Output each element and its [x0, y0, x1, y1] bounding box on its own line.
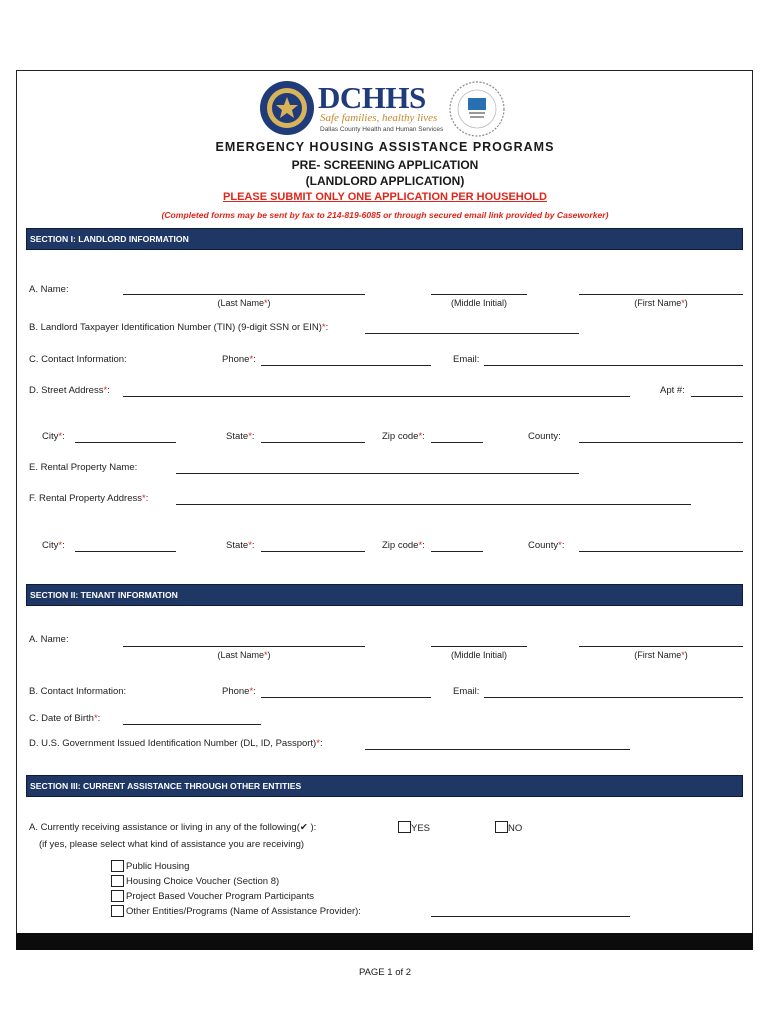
- rental-name-field[interactable]: [176, 473, 579, 474]
- city-label: City*:: [42, 431, 65, 442]
- dob-field[interactable]: [123, 724, 261, 725]
- state-label: State*:: [226, 431, 255, 442]
- county-field[interactable]: [579, 442, 743, 443]
- tenant-middle-initial-caption: (Middle Initial): [450, 650, 508, 660]
- tin-label: B. Landlord Taxpayer Identification Number (TIN) (9-digit SSN or EIN)*:: [29, 322, 329, 333]
- rental-city-label: City*:: [42, 540, 65, 551]
- county-seal-logo: [259, 80, 315, 136]
- tenant-name-label: A. Name:: [29, 634, 69, 645]
- yes-label: YES: [411, 823, 431, 834]
- rental-county-field[interactable]: [579, 551, 743, 552]
- zip-label: Zip code*:: [382, 431, 425, 442]
- form-subtitle-1: PRE- SCREENING APPLICATION: [291, 158, 479, 172]
- submission-note: (Completed forms may be sent by fax to 214-819-6085 or through secured email link provided by Caseworker): [161, 210, 609, 220]
- rental-name-label: E. Rental Property Name:: [29, 462, 138, 473]
- section-8-label: Housing Choice Voucher (Section 8): [126, 876, 280, 887]
- rental-state-label: State*:: [226, 540, 255, 551]
- rental-zip-label: Zip code*:: [382, 540, 425, 551]
- assistance-hint: (if yes, please select what kind of assistance you are receiving): [39, 839, 305, 850]
- rental-county-label: County*:: [528, 540, 565, 551]
- project-voucher-label: Project Based Voucher Program Participants: [126, 891, 314, 902]
- tenant-phone-label: Phone*:: [222, 686, 256, 697]
- landlord-middle-initial-caption: (Middle Initial): [450, 298, 508, 308]
- yes-checkbox[interactable]: [398, 821, 411, 833]
- bottom-bar: [16, 933, 753, 950]
- landlord-middle-initial-field[interactable]: [431, 294, 527, 295]
- apt-field[interactable]: [691, 396, 743, 397]
- form-subtitle-2: (LANDLORD APPLICATION): [305, 174, 465, 188]
- street-address-field[interactable]: [123, 396, 630, 397]
- project-voucher-checkbox[interactable]: [111, 890, 124, 902]
- rental-city-field[interactable]: [75, 551, 176, 552]
- section-8-checkbox[interactable]: [111, 875, 124, 887]
- tenant-email-label: Email:: [453, 686, 480, 697]
- apt-label: Apt #:: [660, 385, 685, 396]
- section-1-header: SECTION I: LANDLORD INFORMATION: [26, 228, 743, 250]
- tenant-last-name-field[interactable]: [123, 646, 365, 647]
- dob-label: C. Date of Birth*:: [29, 713, 101, 724]
- tenant-middle-initial-field[interactable]: [431, 646, 527, 647]
- rental-address-label: F. Rental Property Address*:: [29, 493, 149, 504]
- landlord-last-name-field[interactable]: [123, 294, 365, 295]
- gov-id-field[interactable]: [365, 749, 630, 750]
- landlord-email-field[interactable]: [484, 365, 743, 366]
- landlord-phone-field[interactable]: [261, 365, 431, 366]
- gov-id-label: D. U.S. Government Issued Identification Number (DL, ID, Passport)*:: [29, 738, 323, 749]
- submission-warning: PLEASE SUBMIT ONLY ONE APPLICATION PER HOUSEHOLD: [223, 191, 547, 203]
- no-label: NO: [508, 823, 523, 834]
- dchhs-logo-text: DCHHS: [318, 80, 426, 115]
- landlord-first-name-caption: (First Name*): [634, 298, 688, 308]
- city-field[interactable]: [75, 442, 176, 443]
- county-label: County:: [528, 431, 561, 442]
- street-address-label: D. Street Address*:: [29, 385, 110, 396]
- dchhs-tagline: Safe families, healthy lives: [320, 112, 438, 124]
- state-field[interactable]: [261, 442, 365, 443]
- rental-zip-field[interactable]: [431, 551, 483, 552]
- public-housing-label: Public Housing: [126, 861, 190, 872]
- page-number: PAGE 1 of 2: [358, 967, 412, 978]
- other-entities-label: Other Entities/Programs (Name of Assistance Provider):: [126, 906, 361, 917]
- landlord-first-name-field[interactable]: [579, 294, 743, 295]
- tenant-email-field[interactable]: [484, 697, 743, 698]
- landlord-phone-label: Phone*:: [222, 354, 256, 365]
- no-checkbox[interactable]: [495, 821, 508, 833]
- tenant-first-name-field[interactable]: [579, 646, 743, 647]
- section-2-header: SECTION II: TENANT INFORMATION: [26, 584, 743, 606]
- tenant-phone-field[interactable]: [261, 697, 431, 698]
- tenant-contact-label: B. Contact Information:: [29, 686, 127, 697]
- landlord-email-label: Email:: [453, 354, 480, 365]
- rental-state-field[interactable]: [261, 551, 365, 552]
- assistance-question: A. Currently receiving assistance or living in any of the following(✔ ):: [29, 822, 317, 833]
- rental-address-field[interactable]: [176, 504, 691, 505]
- section-3-header: SECTION III: CURRENT ASSISTANCE THROUGH OTHER ENTITIES: [26, 775, 743, 797]
- zip-field[interactable]: [431, 442, 483, 443]
- tenant-first-name-caption: (First Name*): [634, 650, 688, 660]
- tin-field[interactable]: [365, 333, 579, 334]
- landlord-contact-label: C. Contact Information:: [29, 354, 127, 365]
- public-housing-checkbox[interactable]: [111, 860, 124, 872]
- other-entities-field[interactable]: [431, 916, 630, 917]
- landlord-name-label: A. Name:: [29, 284, 69, 295]
- tenant-last-name-caption: (Last Name*): [217, 650, 271, 660]
- accreditation-seal-logo: [448, 80, 506, 138]
- landlord-last-name-caption: (Last Name*): [217, 298, 271, 308]
- dchhs-subtitle: Dallas County Health and Human Services: [320, 126, 444, 133]
- form-title: EMERGENCY HOUSING ASSISTANCE PROGRAMS: [215, 140, 555, 154]
- other-entities-checkbox[interactable]: [111, 905, 124, 917]
